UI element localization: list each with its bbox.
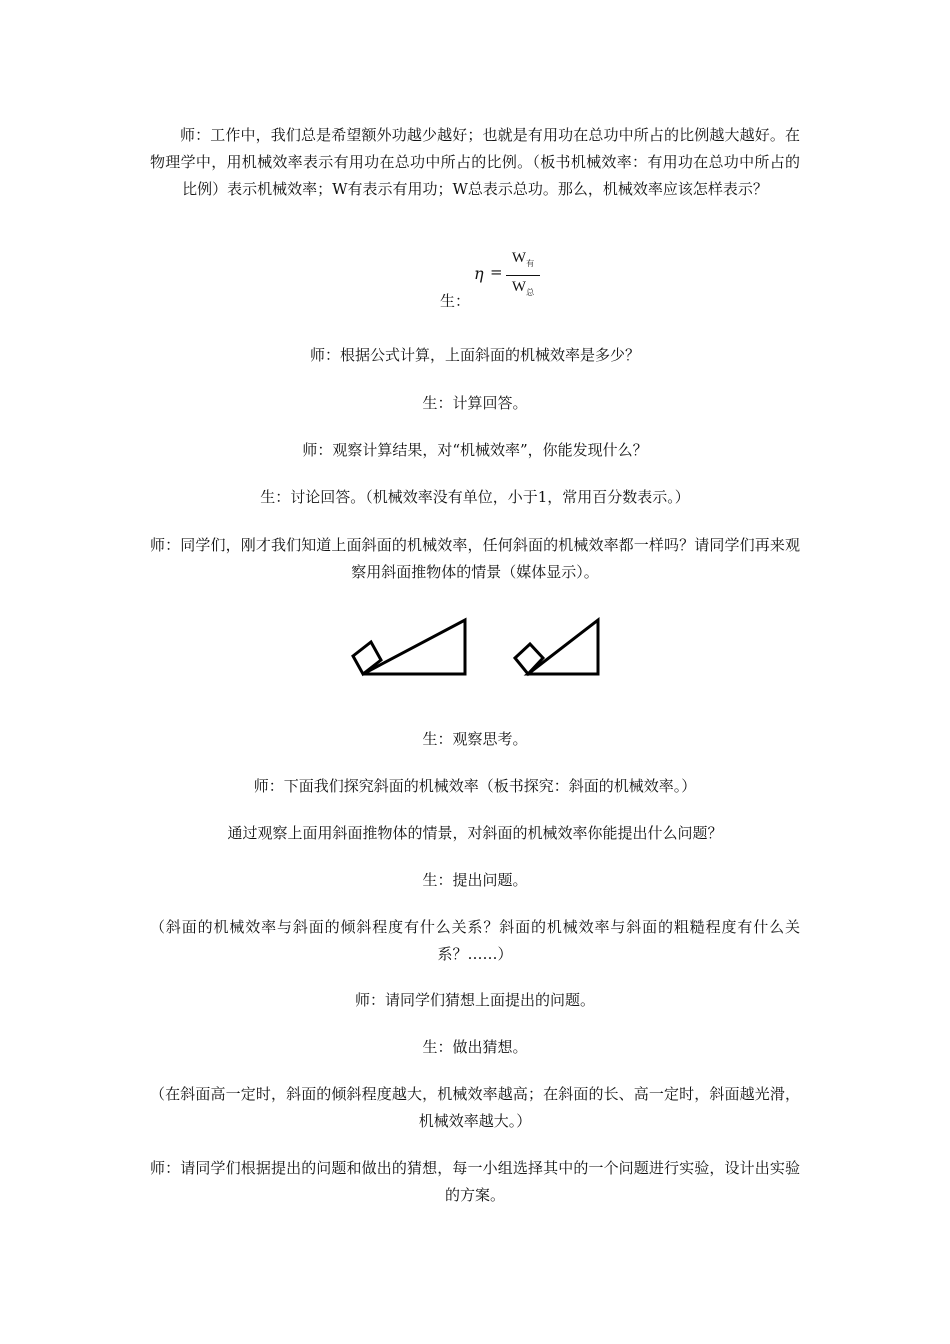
paragraph-incline-question: 师：同学们，刚才我们知道上面斜面的机械效率，任何斜面的机械效率都一样吗？请同学们再来观察用斜面推物体的情景（媒体显示）。 (150, 536, 800, 581)
paragraph-make-guess: 生：做出猜想。 (422, 1038, 528, 1056)
paragraph-raise-question: 生：提出问题。 (422, 871, 528, 889)
paragraph-guess-request: 师：请同学们猜想上面提出的问题。 (354, 991, 595, 1009)
inclined-planes-figure (345, 612, 610, 684)
paragraph-questions-list: （斜面的机械效率与斜面的倾斜程度有什么关系？斜面的机械效率与斜面的粗糙程度有什么关系？……） (150, 918, 800, 963)
paragraph-observe-question: 师：观察计算结果，对“机械效率”，你能发现什么？ (302, 441, 648, 459)
equals-sign: = (490, 263, 503, 281)
paragraph-teacher-intro: 师：工作中，我们总是希望额外功越少越好；也就是有用功在总功中所占的比例越大越好。在物理学中，用机械效率表示有用功在总功中所占的比例。（板书机械效率：有用功在总功中所占的比例）表示机械效率；W有表示有用功；W总表示总功。那么，机械效率应该怎样表示？ (150, 126, 800, 198)
shallow-incline (353, 620, 465, 674)
eta-symbol: η (474, 264, 484, 283)
steep-incline (515, 620, 598, 674)
paragraph-observe-think: 生：观察思考。 (422, 730, 528, 748)
fraction-bar (506, 275, 540, 276)
formula-lead: 生： (440, 292, 471, 310)
paragraph-compute-question: 师：根据公式计算，上面斜面的机械效率是多少？ (309, 346, 640, 364)
paragraph-compute-answer: 生：计算回答。 (422, 394, 528, 412)
paragraph-explore: 师：下面我们探究斜面的机械效率（板书探究：斜面的机械效率。） (253, 777, 697, 795)
fraction-denominator: $W_总$ (511, 279, 535, 297)
paragraph-discuss-answer: 生：讨论回答。（机械效率没有单位，小于1，常用百分数表示。） (260, 488, 690, 506)
fraction-numerator: $W_有$ (511, 250, 535, 268)
paragraph-pose-question: 通过观察上面用斜面推物体的情景，对斜面的机械效率你能提出什么问题？ (227, 824, 723, 842)
paragraph-design-experiment: 师：请同学们根据提出的问题和做出的猜想，每一小组选择其中的一个问题进行实验，设计出实验的方案。 (150, 1159, 800, 1204)
paragraph-hypotheses: （在斜面高一定时，斜面的倾斜程度越大，机械效率越高；在斜面的长、高一定时，斜面越光滑，机械效率越大。） (150, 1085, 800, 1130)
fraction (506, 248, 540, 303)
efficiency-formula (440, 248, 560, 308)
